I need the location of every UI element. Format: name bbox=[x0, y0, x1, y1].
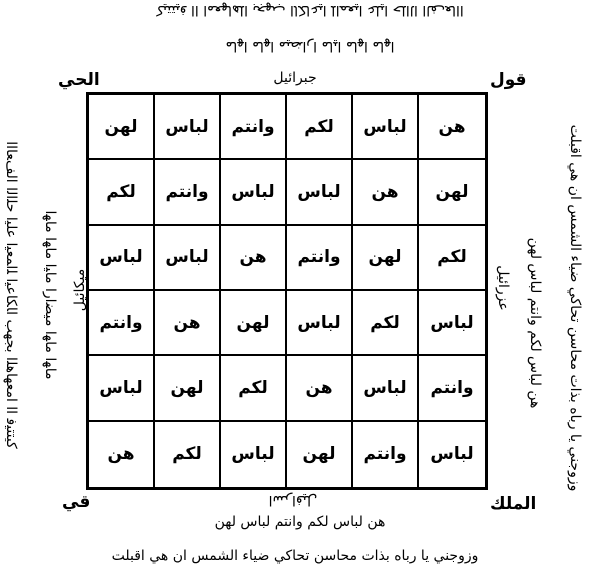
grid-cell: لكم bbox=[287, 95, 353, 160]
wafq-grid bbox=[86, 92, 488, 490]
grid-cell: لباس bbox=[287, 160, 353, 225]
grid-cell: لهن bbox=[155, 356, 221, 421]
grid-cell: لباس bbox=[419, 291, 485, 356]
grid-cell: لباس bbox=[353, 95, 419, 160]
left-script-line-1: ﻛﻴﺘﺘﻴﻓ ﺍﺍ ﺍﻣﻌﻬﺎﻫﻠﺍ ﺑﺠﻬﺐ ﺍﺎﻜﺎﻋﻴﺍ ﻠﺍﻤﻌﻴﺍ ﻋﻠﻴﺍ ﺣﻠﺍﻟﺍ ﺍﻟﻒﻌﺎﺍﺍ bbox=[3, 141, 19, 449]
top-script-line-1: ﻛﻴﺘﺘﻴﻓ ﺍﺍ ﺍﻣﻌﻬﺎﻫﻠﺍ ﺑﺠﻬﺐ ﺍﺎﻜﺎﻋﻴﺍ ﻠﺍﻤﻌﻴﺍ ﻋﻠﻴﺍ ﺣﻠﺍﻟﺍ ﺍﻟﻒﻌﺎﺍﺍ bbox=[156, 2, 464, 18]
grid-cell: لباس bbox=[221, 422, 287, 487]
right-verse-line-2: وزوجني يا رباه بذات محاسن تحاكي ضياء الشمس ان هي اقبلت bbox=[567, 124, 583, 492]
grid-cell: لباس bbox=[155, 95, 221, 160]
angel-top-label: جبرائيل bbox=[273, 70, 317, 86]
grid-cell: لباس bbox=[287, 291, 353, 356]
corner-bottom-left: قي bbox=[62, 492, 91, 512]
grid-cell: وانتم bbox=[287, 226, 353, 291]
top-script-line-2: ﻣﺎﻬﺍ ﻣﺎﻬﺍ ﻣﻴﻀﺍﺭﺍ ﻣﺎﻴﺍ ﻣﺎﻬﺍ ﻣﺎﻬﺍ bbox=[225, 38, 395, 54]
grid-cell: وانتم bbox=[155, 160, 221, 225]
grid-cell: وانتم bbox=[221, 95, 287, 160]
grid-cell: لهن bbox=[89, 95, 155, 160]
grid-cell: وانتم bbox=[89, 291, 155, 356]
left-script-line-2: ﻣﺎﻬﺍ ﻣﺎﻬﺍ ﻣﻴﻀﺍﺭﺍ ﻣﺎﻴﺍ ﻣﺎﻬﺍ ﻣﺎﻬﺍ bbox=[42, 210, 58, 380]
grid-cell: لهن bbox=[221, 291, 287, 356]
corner-top-right: قول bbox=[490, 70, 527, 90]
grid-cell: لباس bbox=[155, 226, 221, 291]
grid-cell: لهن bbox=[353, 226, 419, 291]
bottom-verse-line-2: وزوجني يا رباه بذات محاسن تحاكي ضياء الشمس ان هي اقبلت bbox=[111, 548, 479, 564]
grid-cell: لباس bbox=[89, 226, 155, 291]
grid-cell: هن bbox=[89, 422, 155, 487]
grid-cell: لكم bbox=[89, 160, 155, 225]
grid-cell: وانتم bbox=[419, 356, 485, 421]
grid-cell: لهن bbox=[287, 422, 353, 487]
angel-right-label: عزرائيل bbox=[495, 265, 511, 311]
grid-cell: لكم bbox=[419, 226, 485, 291]
grid-cell: هن bbox=[287, 356, 353, 421]
angel-bottom-label: اسرافيل bbox=[268, 492, 318, 508]
grid-cell: لباس bbox=[353, 356, 419, 421]
grid-cell: هن bbox=[419, 95, 485, 160]
grid-cell: هن bbox=[353, 160, 419, 225]
grid-cell: لباس bbox=[89, 356, 155, 421]
bottom-verse-line-1: هن لباس لكم وانتم لباس لهن bbox=[214, 514, 386, 530]
corner-top-left: الحي bbox=[58, 70, 100, 90]
corner-bottom-right: الملك bbox=[490, 494, 537, 514]
angel-left-label: ميكائيل bbox=[72, 268, 88, 312]
grid-cell: لباس bbox=[430, 444, 474, 465]
grid-cell: هن bbox=[155, 291, 221, 356]
grid-cell: لكم bbox=[353, 291, 419, 356]
grid-cell: لكم bbox=[221, 356, 287, 421]
grid-cell: لكم bbox=[155, 422, 221, 487]
grid-cell: وانتم bbox=[353, 422, 419, 487]
grid-cell: هن bbox=[221, 226, 287, 291]
right-verse-line-1: هن لباس لكم وانتم لباس لهن bbox=[527, 237, 543, 409]
grid-cell: لهن bbox=[419, 160, 485, 225]
grid-cell: لباس bbox=[221, 160, 287, 225]
